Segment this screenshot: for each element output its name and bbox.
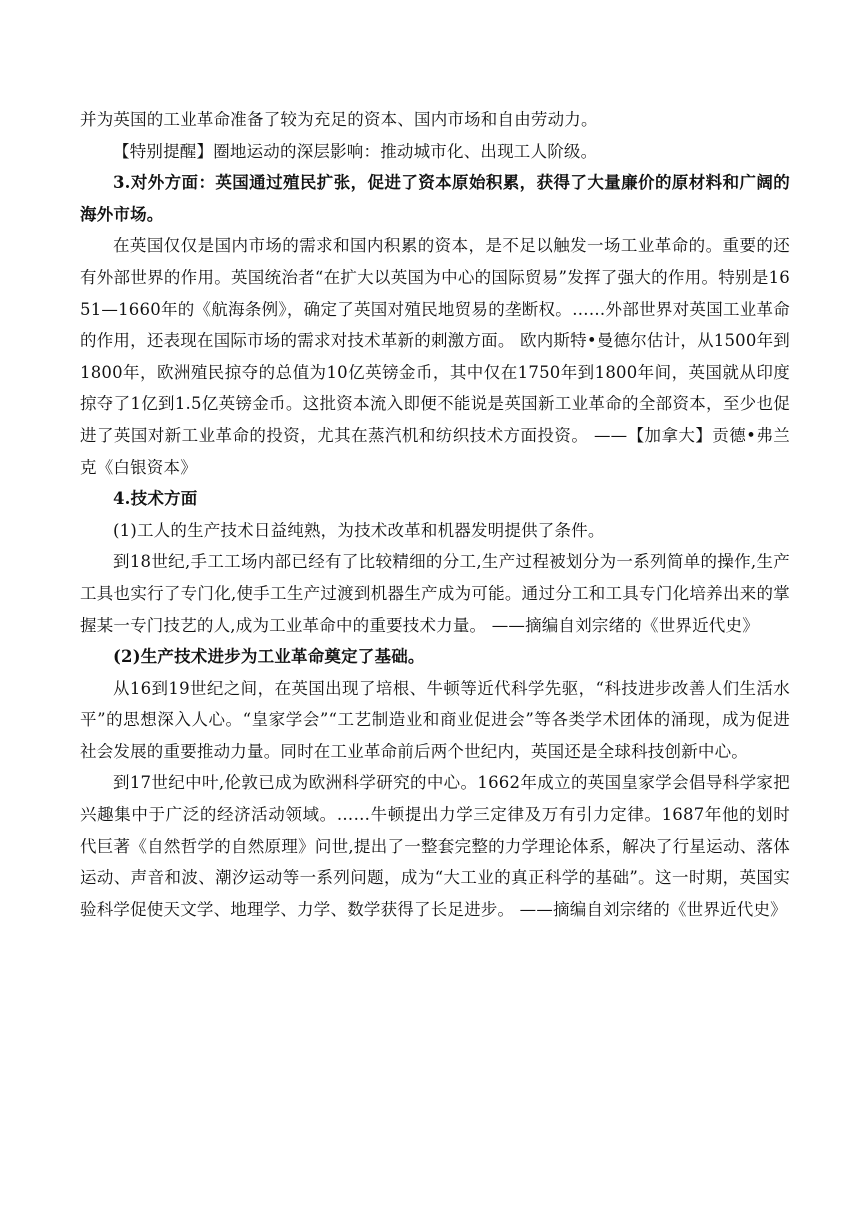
- section-heading-technology: 4.技术方面: [113, 489, 198, 509]
- special-reminder: 【特别提醒】圈地运动的深层影响：推动城市化、出现工人阶级。: [113, 141, 598, 161]
- subpoint-1: (1)工人的生产技术日益纯熟，为技术改革和机器发明提供了条件。: [113, 520, 605, 540]
- subpoint-2-heading: (2)生产技术进步为工业革命奠定了基础。: [113, 647, 425, 667]
- paragraph-division-of-labor: 到18世纪,手工工场内部已经有了比较精细的分工,生产过程被划分为一系列简单的操作,生产工具也实行了专门化,使手工生产过渡到机器生产成为可能。通过分工和工具专门化培养出来的掌握某一专门技艺的人,成为工业革命中的重要技术力量。 ——摘编自刘宗绪的《世界近代史》: [80, 552, 790, 635]
- paragraph-continuation: 并为英国的工业革命准备了较为充足的资本、国内市场和自由劳动力。: [80, 110, 598, 129]
- paragraph-science-pioneers: 从16到19世纪之间，在英国出现了培根、牛顿等近代科学先驱，“科技进步改善人们生活水平”的思想深入人心。“皇家学会”“工艺制造业和商业促进会”等各类学术团体的涌现，成为促进社会发展的重要推动力量。同时在工业革命前后两个世纪内，英国还是全球科技创新中心。: [80, 678, 790, 761]
- paragraph-foreign-quote: 在英国仅仅是国内市场的需求和国内积累的资本，是不足以触发一场工业革命的。重要的还有外部世界的作用。英国统治者“在扩大以英国为中心的国际贸易”发挥了强大的作用。特别是1651—1660年的《航海条例》，确定了英国对殖民地贸易的垄断权。……外部世界对英国工业革命的作用，还表现在国际市场的需求对技术革新的刺激方面。 欧内斯特•曼德尔估计，从1500年到1800年，欧洲殖民掠夺的总值为10亿英镑金币，其中仅在1750年到1800年间，英国就从印度掠夺了1亿到1.5亿英镑金币。这批资本流入即便不能说是英国新工业革命的全部资本，至少也促进了英国对新工业革命的投资，尤其在蒸汽机和纺织技术方面投资。 ——【加拿大】贡德•弗兰克《白银资本》: [80, 236, 790, 477]
- paragraph-london-science: 到17世纪中叶,伦敦已成为欧洲科学研究的中心。1662年成立的英国皇家学会倡导科学家把兴趣集中于广泛的经济活动领域。……牛顿提出力学三定律及万有引力定律。1687年他的划时代巨著《自然哲学的自然原理》问世,提出了一整套完整的力学理论体系，解决了行星运动、落体运动、声音和波、潮汐运动等一系列问题，成为“大工业的真正科学的基础”。这一时期，英国实验科学促使天文学、地理学、力学、数学获得了长足进步。 ——摘编自刘宗绪的《世界近代史》: [80, 773, 790, 919]
- section-heading-foreign: 3.对外方面：英国通过殖民扩张，促进了资本原始积累，获得了大量廉价的原材料和广阔的海外市场。: [80, 173, 790, 224]
